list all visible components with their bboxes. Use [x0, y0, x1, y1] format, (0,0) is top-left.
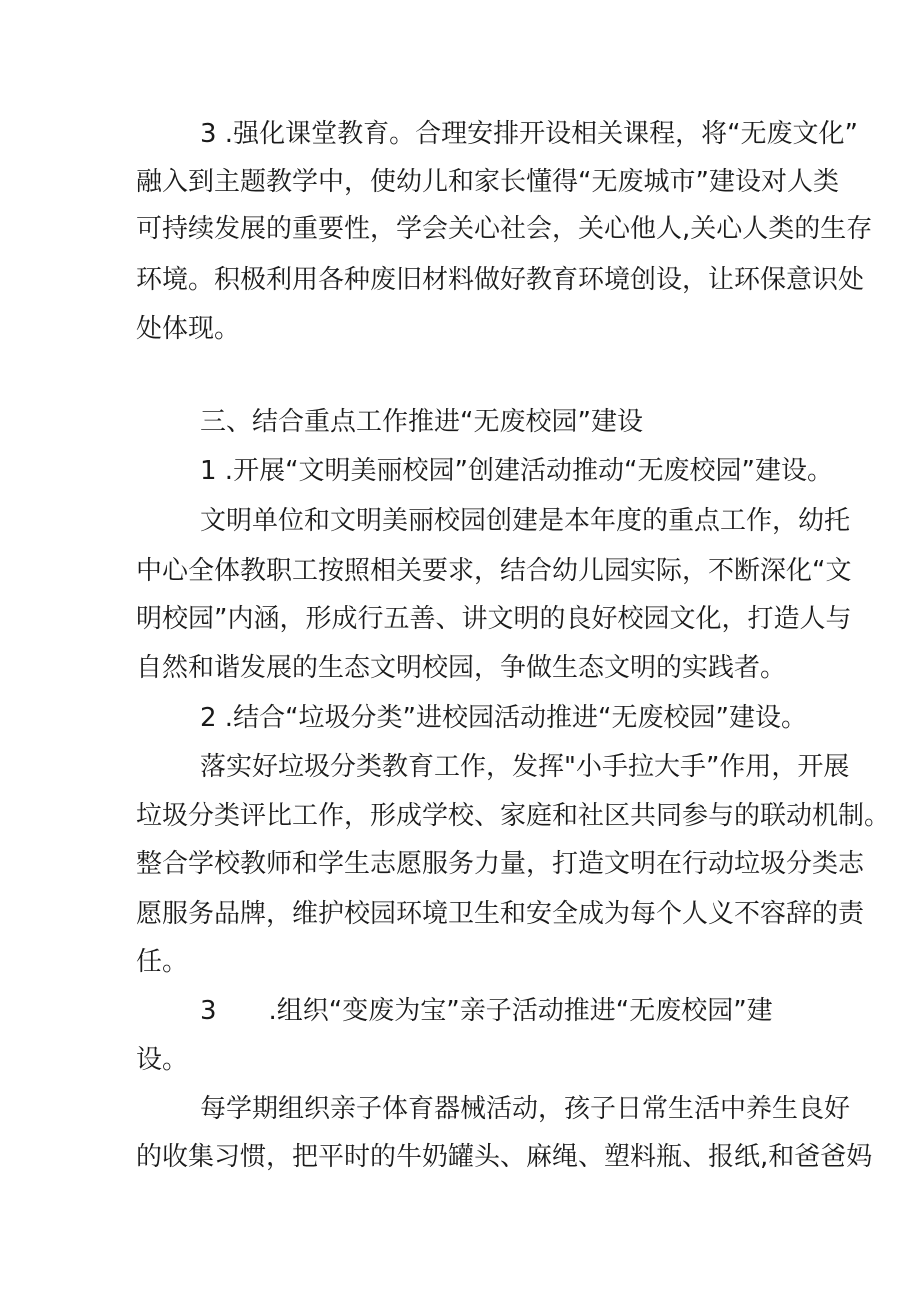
- text-line: 处体现。: [136, 314, 241, 344]
- text-line: 设。: [136, 1045, 189, 1075]
- text-line: 3 .组织“变废为宝”亲子活动推进“无废校园”建: [200, 996, 773, 1026]
- item-heading-civilized-campus: 1 .开展“文明美丽校园”创建活动推动“无废校园”建设。: [200, 456, 833, 486]
- text-line: 整合学校教师和学生志愿服务力量，打造文明在行动垃圾分类志: [136, 849, 865, 879]
- text-line: 环境。积极利用各种废旧材料做好教育环境创设，让环保意识处: [136, 265, 865, 295]
- text-line: 融入到主题教学中，使幼儿和家长懂得“无废城市”建设对人类: [136, 167, 839, 197]
- text-line: 每学期组织亲子体育器械活动，孩子日常生活中养生良好: [200, 1094, 851, 1124]
- text-line: 中心全体教职工按照相关要求，结合幼儿园实际，不断深化“文: [136, 556, 852, 586]
- text-line: 的收集习惯，把平时的牛奶罐头、麻绳、塑料瓶、报纸,和爸爸妈: [136, 1142, 873, 1172]
- text-line: 3 .强化课堂教育。合理安排开设相关课程，将“无废文化”: [200, 119, 859, 149]
- text-line: 落实好垃圾分类教育工作，发挥"小手拉大手”作用，开展: [200, 752, 850, 782]
- text-line: 明校园”内涵，形成行五善、讲文明的良好校园文化，打造人与: [136, 604, 852, 634]
- text-line: 可持续发展的重要性，学会关心社会，关心他人,关心人类的生存: [136, 214, 873, 244]
- section-heading: 三、结合重点工作推进“无废校园”建设: [200, 407, 643, 437]
- text-line: 文明单位和文明美丽校园创建是本年度的重点工作，幼托: [200, 506, 851, 536]
- text-line: 愿服务品牌，维护校园环境卫生和安全成为每个人义不容辞的责: [136, 899, 865, 929]
- item-heading-garbage-sorting: 2 .结合“垃圾分类”进校园活动推进“无废校园”建设。: [200, 703, 807, 733]
- text-line: 任。: [136, 947, 189, 977]
- text-line: 垃圾分类评比工作，形成学校、家庭和社区共同参与的联动机制。: [136, 801, 891, 831]
- text-line: 自然和谐发展的生态文明校园，争做生态文明的实践者。: [136, 653, 787, 683]
